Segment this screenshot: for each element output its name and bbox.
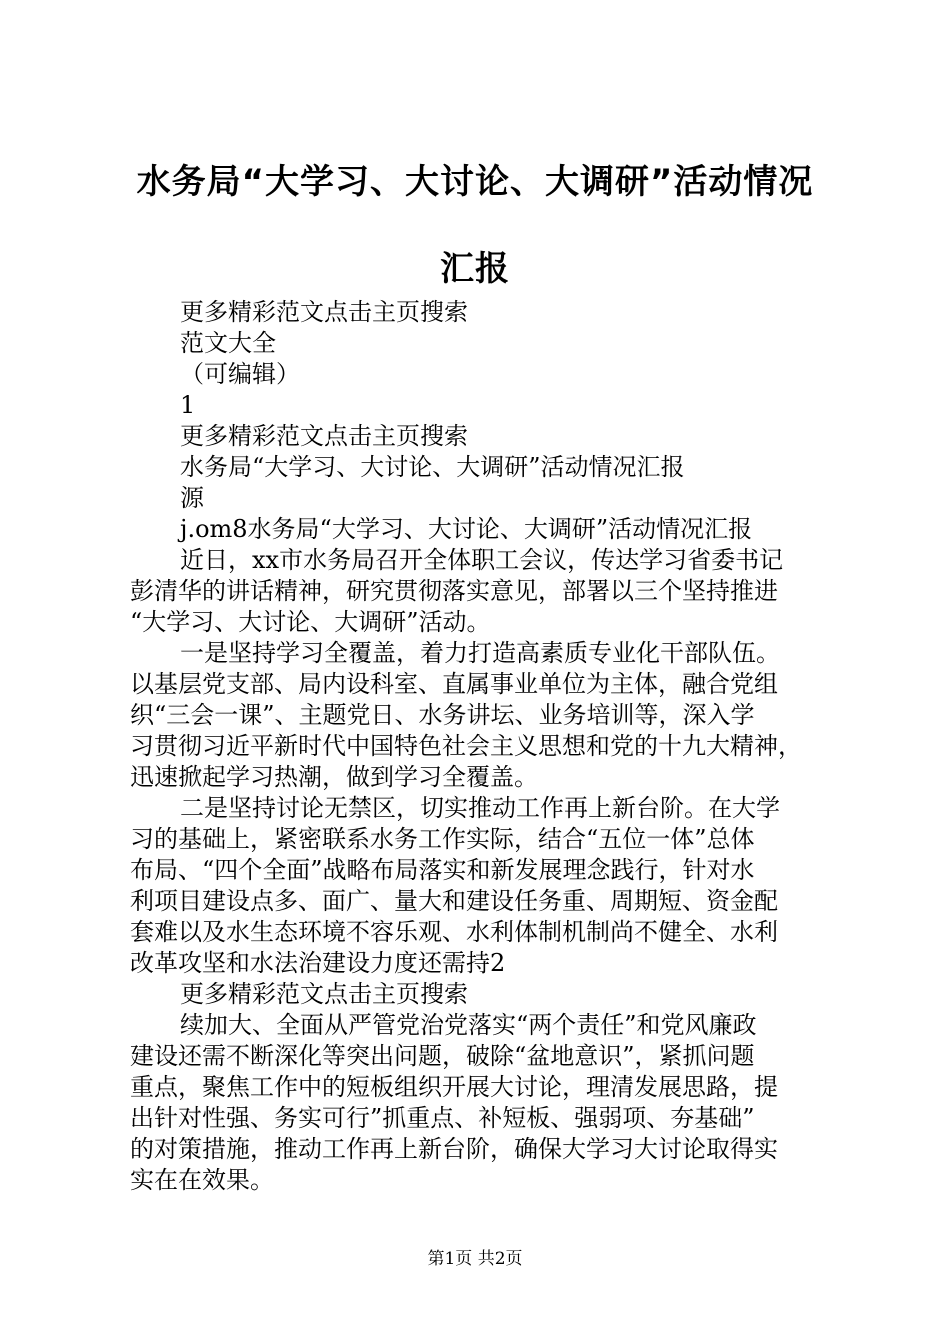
page-footer: 第1页 共2页 — [427, 1249, 523, 1269]
paragraph-line: 出针对性强、务实可行”抓重点、补短板、强弱项、夯基础” — [130, 1104, 755, 1132]
paragraph-line: 重点，聚焦工作中的短板组织开展大讨论，理清发展思路，提 — [130, 1073, 778, 1101]
paragraph-line: 布局、“四个全面”战略布局落实和新发展理念践行，针对水 — [130, 856, 755, 884]
document-body — [130, 297, 830, 1196]
paragraph-line: 迅速掀起学习热潮，做到学习全覆盖。 — [130, 763, 538, 791]
source-line: j.om8水务局“大学习、大讨论、大调研”活动情况汇报 — [180, 515, 753, 543]
source-label: 源 — [180, 484, 204, 512]
paragraph-line: 彭清华的讲话精神，研究贯彻落实意见，部署以三个坚持推进 — [130, 577, 778, 605]
promo-text: 更多精彩范文点击主页搜索 — [180, 422, 468, 450]
promo-text: 更多精彩范文点击主页搜索 — [180, 980, 468, 1008]
paragraph-line: 二是坚持讨论无禁区，切实推动工作再上新台阶。在大学 — [180, 794, 780, 822]
promo-text: 更多精彩范文点击主页搜索 — [180, 298, 468, 326]
document-title-line-1: 水务局“大学习、大讨论、大调研”活动情况 — [136, 162, 814, 202]
paragraph-line: 一是坚持学习全覆盖，着力打造高素质专业化干部队伍。 — [180, 639, 780, 667]
repeated-title: 水务局“大学习、大讨论、大调研”活动情况汇报 — [180, 453, 685, 481]
paragraph-line: 套难以及水生态环境不容乐观、水利体制机制尚不健全、水利 — [130, 918, 778, 946]
paragraph-line: 续加大、全面从严管党治党落实“两个责任”和党风廉政 — [180, 1011, 757, 1039]
paragraph-line: 近日，xx市水务局召开全体职工会议，传达学习省委书记 — [180, 546, 784, 574]
paragraph-line: 实在在效果。 — [130, 1166, 274, 1194]
paragraph-line: 利项目建设点多、面广、量大和建设任务重、周期短、资金配 — [130, 887, 778, 915]
paragraph-line: 建设还需不断深化等突出问题，破除“盆地意识”，紧抓问题 — [130, 1042, 755, 1070]
paragraph-line: 以基层党支部、局内设科室、直属事业单位为主体，融合党组 — [130, 670, 778, 698]
editable-note: （可编辑） — [180, 360, 300, 388]
collection-label: 范文大全 — [180, 329, 276, 357]
paragraph-line: 习的基础上，紧密联系水务工作实际，结合“五位一体”总体 — [130, 825, 755, 853]
document-title-line-2: 汇报 — [440, 249, 510, 289]
paragraph-line: 织“三会一课”、主题党日、水务讲坛、业务培训等，深入学 — [130, 701, 755, 729]
paragraph-line: 的对策措施，推动工作再上新台阶，确保大学习大讨论取得实 — [130, 1135, 778, 1163]
page-marker: 1 — [180, 391, 196, 419]
paragraph-line: 改革攻坚和水法治建设力度还需持2 — [130, 949, 506, 977]
paragraph-line: “大学习、大讨论、大调研”活动。 — [130, 608, 491, 636]
paragraph-line: 习贯彻习近平新时代中国特色社会主义思想和党的十九大精神， — [130, 732, 802, 760]
